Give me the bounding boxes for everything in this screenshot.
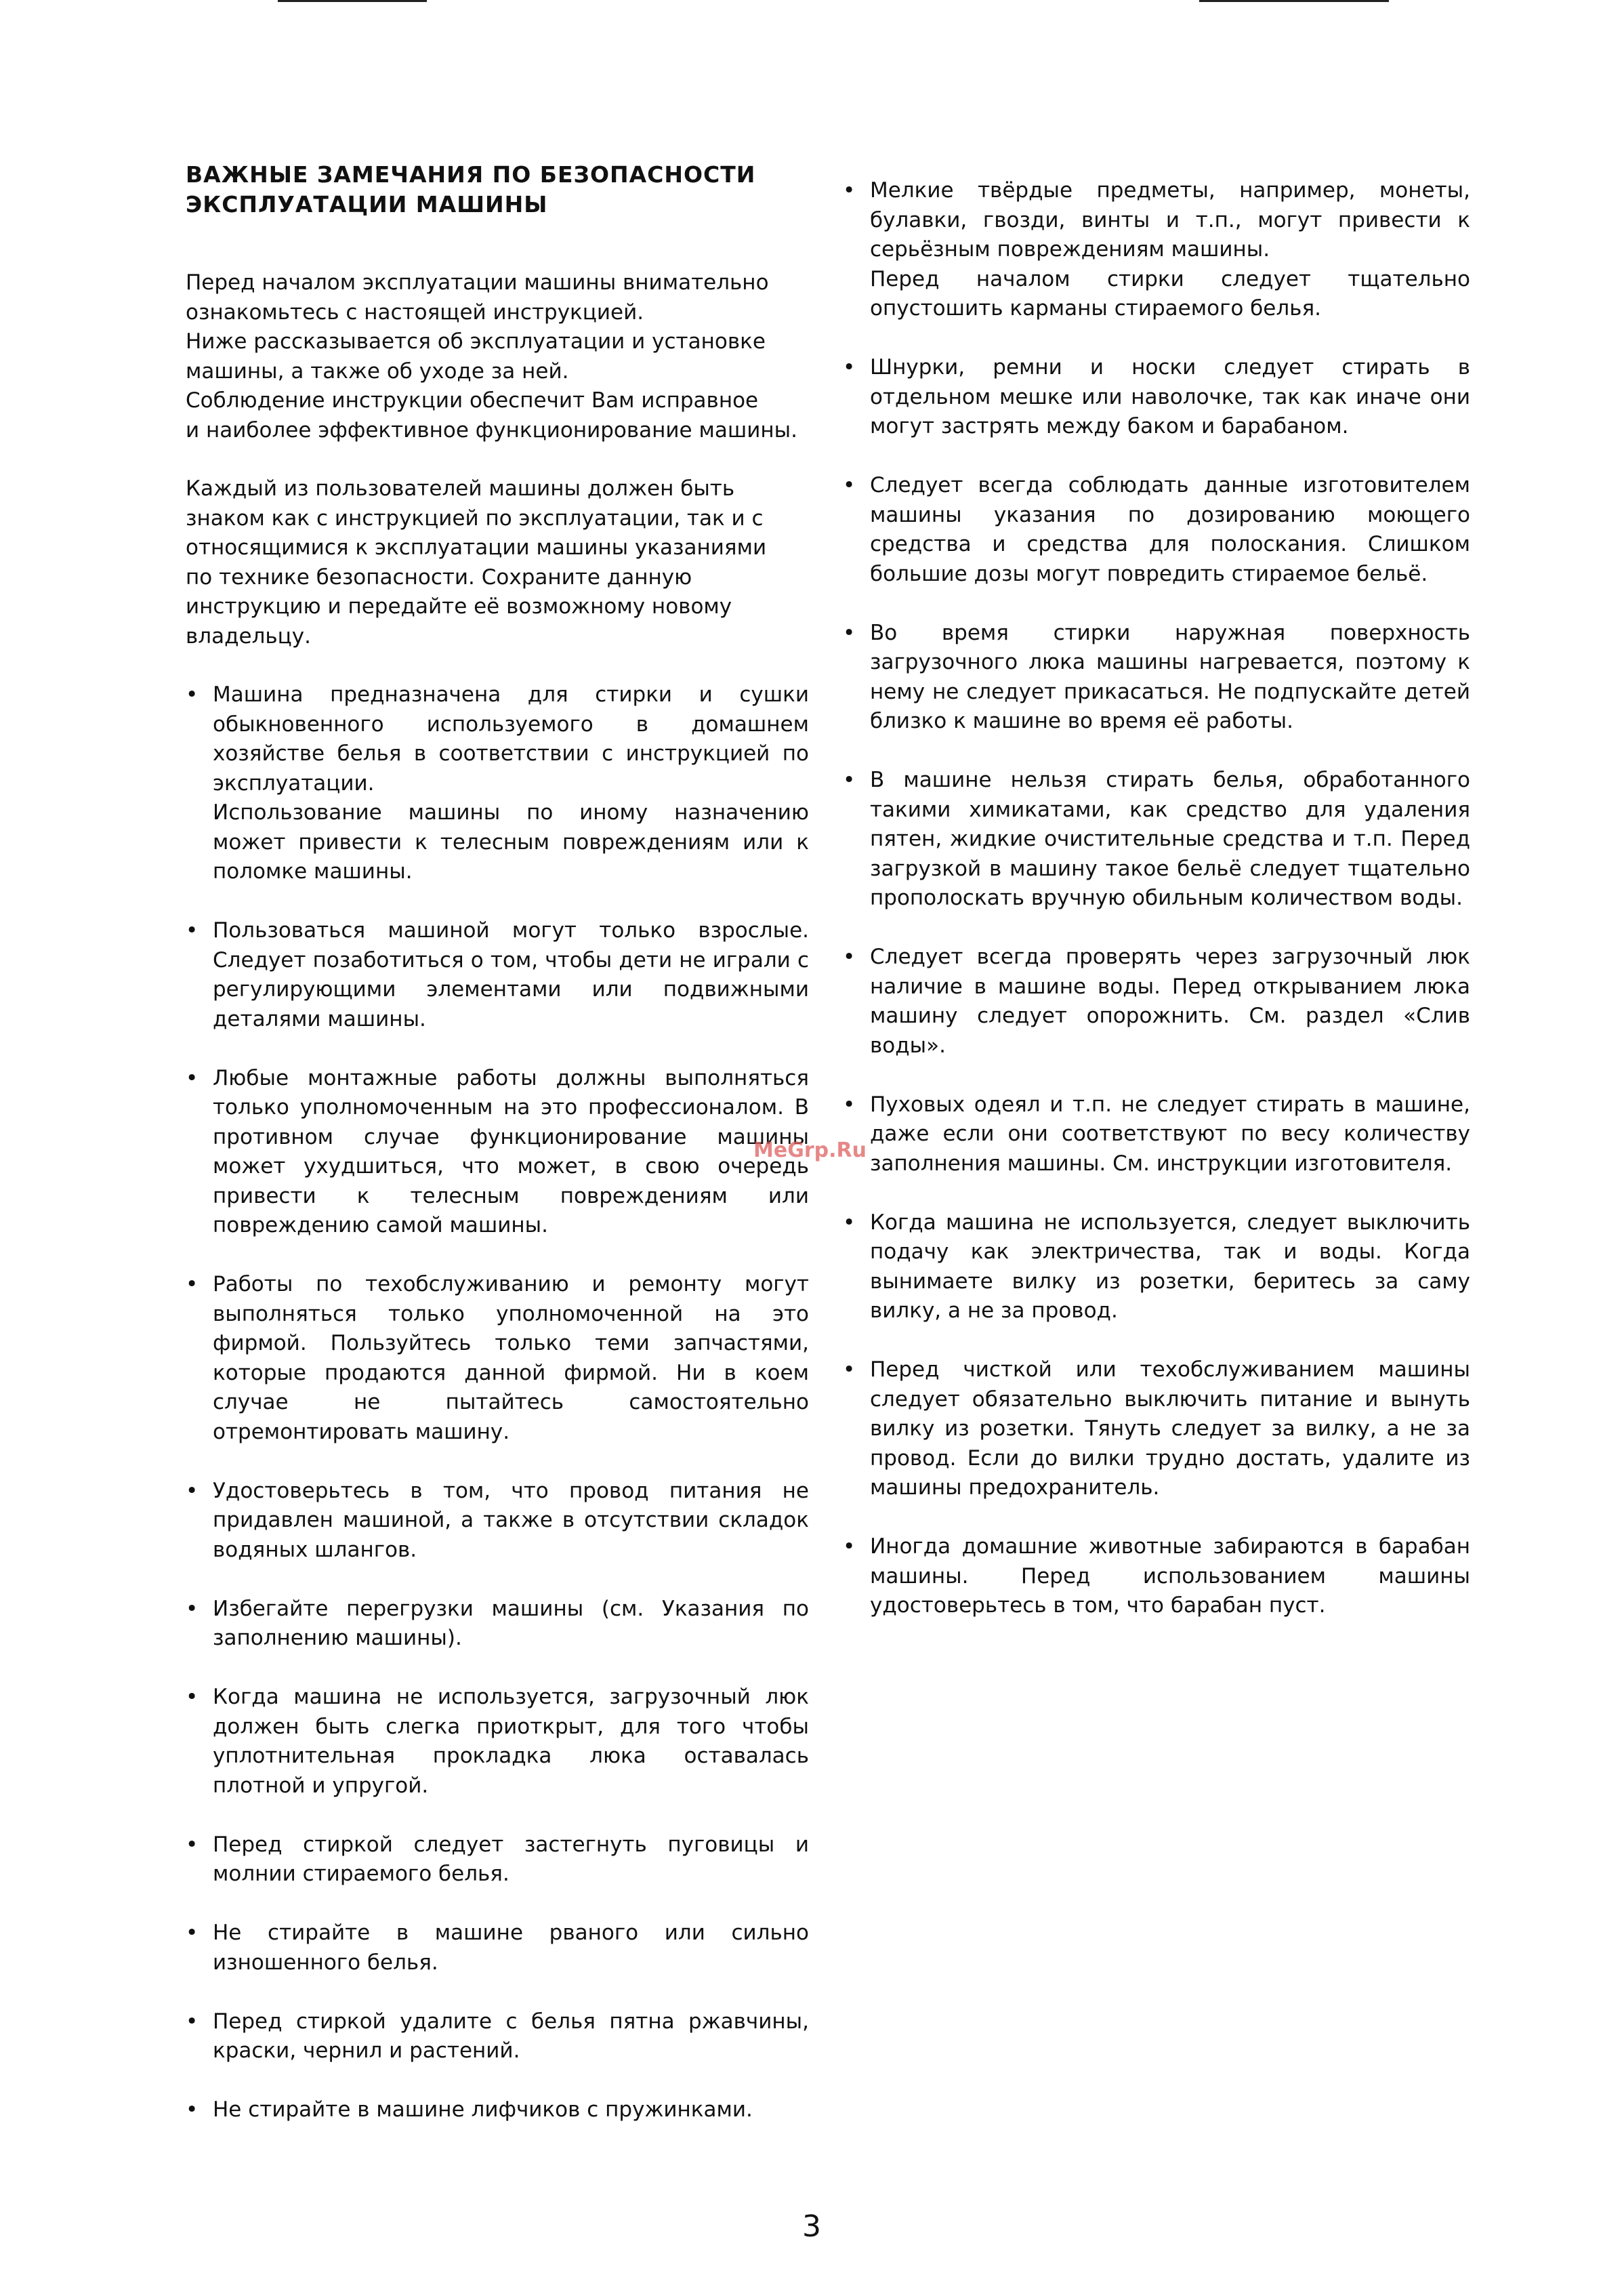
bullet-icon: • [186, 2009, 199, 2034]
list-item [186, 1595, 809, 1654]
list-item-paragraph: Избегайте перегрузки машины (см. Указания по заполнению машины). [213, 1596, 809, 1650]
list-item-paragraph: Удостоверьтесь в том, что провод питания не придавлен машиной, а также в отсутствии складок водяных шлангов. [213, 1478, 809, 1562]
list-item-paragraph: Иногда домашние животные забираются в барабан машины. Перед использованием машины удостоверьтесь в том, что барабан пуст. [870, 1534, 1470, 1618]
bullet-icon: • [843, 355, 856, 380]
bullet-icon: • [843, 1092, 856, 1117]
list-item-text [213, 1830, 809, 1889]
bullet-icon: • [186, 1921, 199, 1945]
list-item-text [213, 680, 809, 887]
list-item [186, 916, 809, 1034]
bullet-icon: • [186, 1596, 199, 1621]
list-item [843, 766, 1470, 914]
intro-paragraph-2: Каждый из пользователей машины должен быть знаком как с инструкцией по эксплуатации, так и с относящимися к эксплуатации машины указаниями по технике безопасности. Сохраните данную инструкцию и передайте её возможному новому владельцу. [186, 476, 767, 649]
bullet-icon: • [843, 945, 856, 969]
page-number: 3 [802, 2209, 821, 2244]
list-item-paragraph: Перед стиркой удалите с белья пятна ржавчины, краски, чернил и растений. [213, 2009, 809, 2063]
list-item [186, 1919, 809, 1977]
list-item [843, 619, 1470, 737]
list-item-text [870, 766, 1470, 914]
bullet-icon: • [186, 682, 199, 707]
list-item [186, 680, 809, 887]
bullet-icon: • [186, 1478, 199, 1503]
list-item-text [870, 619, 1470, 737]
list-item-text [213, 1270, 809, 1447]
list-item-paragraph: Когда машина не используется, загрузочный люк должен быть слегка приоткрыт, для того чтобы уплотнительная прокладка люка оставалась плотной и упругой. [213, 1685, 809, 1798]
list-item [186, 2007, 809, 2066]
list-item-text [213, 2095, 809, 2125]
list-item-paragraph: Любые монтажные работы должны выполняться только уполномоченным на это профессионалом. В противном случае функционирование машины может ухудшиться, что может, в свою очередь привести к телесным повреждениям или повреждению самой машины. [213, 1065, 809, 1237]
list-item-paragraph: В машине нельзя стирать белья, обработанного такими химикатами, как средство для удаления пятен, жидкие очистительные средства и т.п. Перед загрузкой в машину такое бельё следует тщательно прополоскать вручную обильным количеством воды. [870, 768, 1470, 910]
list-item-paragraph: Перед чисткой или техобслуживанием машины следует обязательно выключить питание и вынуть вилку из розетки. Тянуть следует за вилку, а не за провод. Если до вилки трудно достать, удалите из машины предохранитель. [870, 1357, 1470, 1500]
list-item-paragraph: Шнурки, ремни и носки следует стирать в отдельном мешке или наволочке, так как иначе они могут застрять между баком и барабаном. [870, 355, 1470, 438]
list-item-paragraph: Следует всегда соблюдать данные изготовителем машины указания по дозированию моющего средства и средства для полоскания. Слишком большие дозы могут повредить стираемое бельё. [870, 473, 1470, 586]
list-item-text [870, 353, 1470, 442]
list-item-paragraph: Перед началом стирки следует тщательно опустошить карманы стираемого белья. [870, 266, 1470, 321]
list-item [843, 1208, 1470, 1326]
list-item-text [213, 2007, 809, 2066]
intro-paragraph-1: Перед началом эксплуатации машины внимательно ознакомьтесь с настоящей инструкцией. Ниже рассказывается об эксплуатации и установке машины, а также об уходе за ней. Соблюдение инструкции обеспечит Вам исправное и наиболее эффективное функционирование машины. [186, 270, 797, 443]
list-item-paragraph: Не стирайте в машине лифчиков с пружинками. [213, 2097, 753, 2122]
heading-line-2: ЭКСПЛУАТАЦИИ МАШИНЫ [186, 191, 548, 218]
section-heading [186, 160, 809, 220]
list-item [843, 1532, 1470, 1621]
list-item-paragraph: Следует всегда проверять через загрузочный люк наличие в машине воды. Перед открыванием люка машину следует опорожнить. См. раздел «Слив воды». [870, 945, 1470, 1058]
list-item [186, 1477, 809, 1565]
bullet-icon: • [186, 2097, 199, 2122]
right-bullet-list [843, 176, 1470, 1621]
bullet-icon: • [843, 1357, 856, 1382]
list-item [186, 1064, 809, 1241]
list-item-text [213, 1595, 809, 1654]
list-item [843, 176, 1470, 324]
list-item-paragraph: Машина предназначена для стирки и сушки обыкновенного используемого в домашнем хозяйстве белья в соответствии с инструкцией по эксплуатации. [213, 682, 809, 796]
list-item-text [870, 1532, 1470, 1621]
list-item-text [870, 1355, 1470, 1503]
list-item [186, 1683, 809, 1801]
bullet-icon: • [186, 1832, 199, 1857]
list-item-paragraph: Мелкие твёрдые предметы, например, монеты, булавки, гвозди, винты и т.п., могут привести к серьёзным повреждениям машины. [870, 178, 1470, 262]
bullet-icon: • [843, 178, 856, 203]
list-item-text [870, 471, 1470, 589]
list-item-text [213, 1683, 809, 1801]
list-item-paragraph: Когда машина не используется, следует выключить подачу как электричества, так и воды. Когда вынимаете вилку из розетки, беритесь за саму вилку, а не за провод. [870, 1210, 1470, 1323]
list-item-text [870, 943, 1470, 1061]
left-column [186, 160, 809, 2154]
bullet-icon: • [843, 1210, 856, 1235]
bullet-icon: • [186, 918, 199, 943]
list-item [843, 943, 1470, 1061]
top-rule-left [278, 0, 427, 2]
list-item-text [870, 1090, 1470, 1179]
list-item [843, 1090, 1470, 1179]
bullet-icon: • [843, 473, 856, 497]
list-item [186, 1830, 809, 1889]
list-item-text [870, 1208, 1470, 1326]
heading-line-1: ВАЖНЫЕ ЗАМЕЧАНИЯ ПО БЕЗОПАСНОСТИ [186, 161, 756, 188]
list-item [843, 353, 1470, 442]
left-bullet-list [186, 680, 809, 2125]
list-item-text [213, 1477, 809, 1565]
list-item [186, 1270, 809, 1447]
list-item-text [213, 1064, 809, 1241]
bullet-icon: • [186, 1272, 199, 1296]
top-rule-right [1199, 0, 1389, 2]
right-column [843, 176, 1470, 1650]
list-item-paragraph: Во время стирки наружная поверхность загрузочного люка машины нагревается, поэтому к нему не следует прикасаться. Не подпускайте детей близко к машине во время её работы. [870, 620, 1470, 733]
list-item-text [870, 176, 1470, 324]
bullet-icon: • [186, 1065, 199, 1090]
watermark: MeGrp.Ru [753, 1139, 867, 1162]
list-item-text [213, 916, 809, 1034]
list-item-paragraph: Пользоваться машиной могут только взрослые. Следует позаботиться о том, чтобы дети не играли с регулирующими элементами или подвижными деталями машины. [213, 918, 809, 1031]
bullet-icon: • [186, 1685, 199, 1709]
list-item [186, 2095, 809, 2125]
list-item-paragraph: Пуховых одеял и т.п. не следует стирать в машине, даже если они соответствуют по весу количеству заполнения машины. См. инструкции изготовителя. [870, 1092, 1470, 1176]
list-item-paragraph: Не стирайте в машине рваного или сильно изношенного белья. [213, 1921, 809, 1975]
bullet-icon: • [843, 620, 856, 645]
list-item-paragraph: Использование машины по иному назначению может привести к телесным повреждениям или к поломке машины. [213, 800, 809, 884]
list-item [843, 471, 1470, 589]
bullet-icon: • [843, 768, 856, 792]
list-item-paragraph: Работы по техобслуживанию и ремонту могут выполняться только уполномоченной на это фирмой. Пользуйтесь только теми запчастями, которые продаются данной фирмой. Ни в коем случае не пытайтесь самостоятельно отремонтировать машину. [213, 1272, 809, 1444]
bullet-icon: • [843, 1534, 856, 1559]
list-item [843, 1355, 1470, 1503]
list-item-paragraph: Перед стиркой следует застегнуть пуговицы и молнии стираемого белья. [213, 1832, 809, 1886]
list-item-text [213, 1919, 809, 1977]
